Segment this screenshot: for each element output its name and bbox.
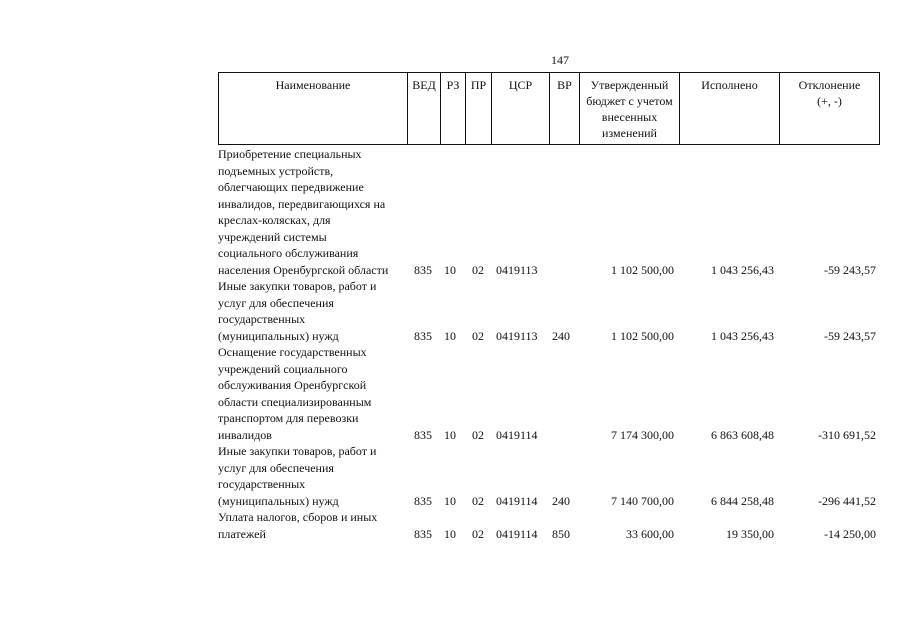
row-pr: 02: [472, 427, 484, 442]
row-deviation: -59 243,57: [824, 262, 876, 277]
row-name: Оснащение государственных учреждений социального обслуживания Оренбургской области специализированным транспортом для перевозки инвалидов: [218, 345, 372, 442]
row-budget: 7 174 300,00: [611, 427, 674, 442]
table-row: [218, 344, 880, 443]
row-name: Иные закупки товаров, работ и услуг для обеспечения государственных (муниципальных) нужд: [218, 444, 377, 508]
row-name: Уплата налогов, сборов и иных платежей: [218, 510, 378, 541]
row-rz: 10: [444, 427, 456, 442]
row-csr: 0419113: [496, 328, 538, 343]
row-deviation: -59 243,57: [824, 328, 876, 343]
row-budget: 1 102 500,00: [611, 328, 674, 343]
row-pr: 02: [472, 262, 484, 277]
row-done: 6 863 608,48: [711, 427, 774, 442]
table-row: [218, 146, 880, 278]
row-name: Приобретение специальных подъемных устройств, облегчающих передвижение инвалидов, передвигающихся на креслах-колясках, для учреждений системы социального обслуживания населения Оренбургской области: [218, 147, 389, 277]
row-deviation: -310 691,52: [818, 427, 876, 442]
header-pr: ПР: [465, 73, 491, 144]
header-name: Наименование: [275, 78, 351, 92]
table-row: [218, 509, 880, 542]
row-ved: 835: [414, 328, 432, 343]
header-budget: Утвержденный бюджет с учетом внесенных изменений: [579, 73, 679, 144]
header-vr: ВР: [549, 73, 579, 144]
row-budget: 7 140 700,00: [611, 493, 674, 508]
row-ved: 835: [414, 262, 432, 277]
header-rz: РЗ: [440, 73, 465, 144]
row-ved: 835: [414, 526, 432, 541]
row-rz: 10: [444, 262, 456, 277]
row-vr: 240: [552, 493, 570, 508]
row-csr: 0419114: [496, 493, 538, 508]
row-ved: 835: [414, 493, 432, 508]
header-csr: ЦСР: [491, 73, 549, 144]
table-header: [218, 72, 880, 145]
row-pr: 02: [472, 493, 484, 508]
row-rz: 10: [444, 493, 456, 508]
row-budget: 33 600,00: [626, 526, 674, 541]
row-pr: 02: [472, 328, 484, 343]
table-row: [218, 443, 880, 509]
row-budget: 1 102 500,00: [611, 262, 674, 277]
row-vr: 240: [552, 328, 570, 343]
header-done: Исполнено: [679, 73, 779, 144]
row-done: 19 350,00: [726, 526, 774, 541]
table-row: [218, 278, 880, 344]
row-csr: 0419113: [496, 262, 538, 277]
row-deviation: -14 250,00: [824, 526, 876, 541]
row-done: 1 043 256,43: [711, 262, 774, 277]
row-ved: 835: [414, 427, 432, 442]
row-done: 1 043 256,43: [711, 328, 774, 343]
header-deviation: Отклонение (+, -): [779, 73, 879, 144]
row-csr: 0419114: [496, 427, 538, 442]
row-pr: 02: [472, 526, 484, 541]
row-deviation: -296 441,52: [818, 493, 876, 508]
row-done: 6 844 258,48: [711, 493, 774, 508]
row-name: Иные закупки товаров, работ и услуг для обеспечения государственных (муниципальных) нужд: [218, 279, 377, 343]
row-rz: 10: [444, 328, 456, 343]
page-number: 147: [551, 53, 569, 67]
row-rz: 10: [444, 526, 456, 541]
row-vr: 850: [552, 526, 570, 541]
header-ved: ВЕД: [407, 73, 440, 144]
row-csr: 0419114: [496, 526, 538, 541]
